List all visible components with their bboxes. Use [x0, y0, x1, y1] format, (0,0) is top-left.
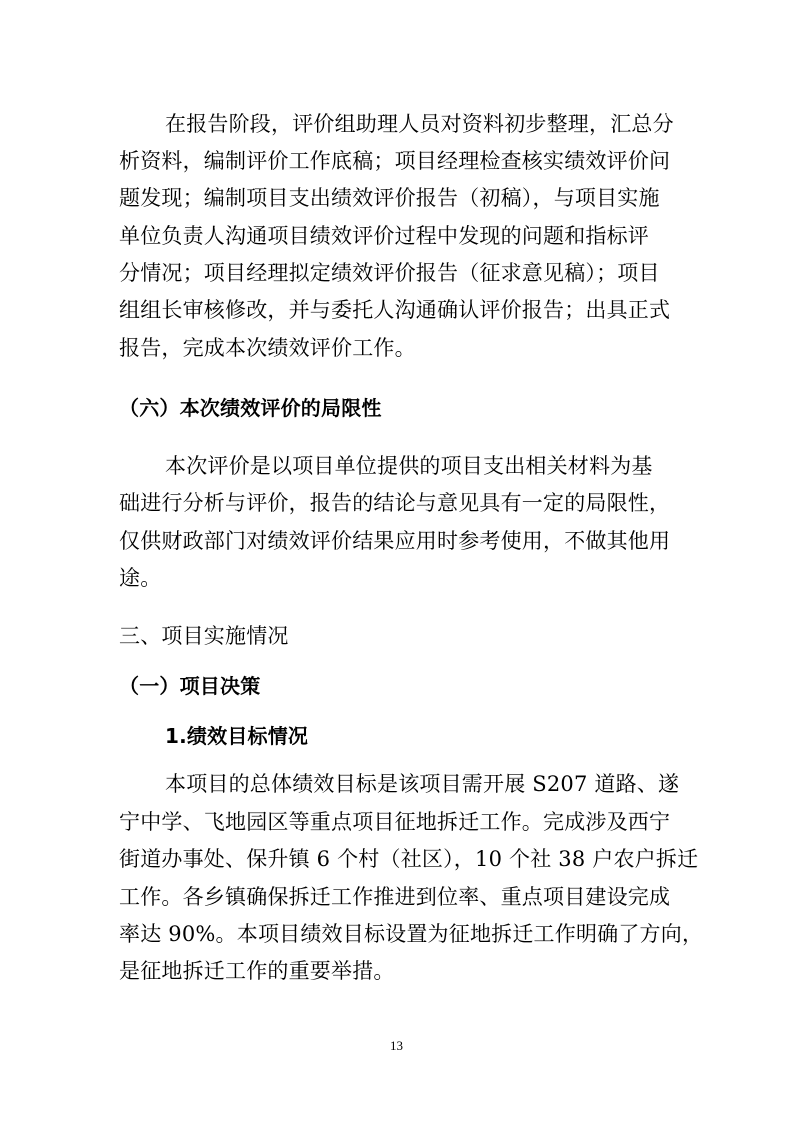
chapter-heading-implementation: 三、项目实施情况: [119, 624, 289, 648]
text-line: 题发现；编制项目支出绩效评价报告（初稿），与项目实施: [119, 186, 660, 210]
text-line: 仅供财政部门对绩效评价结果应用时参考使用，不做其他用: [119, 529, 671, 553]
text-line: 工作。各乡镇确保拆迁工作推进到位率、重点项目建设完成: [119, 885, 671, 909]
section-heading-limitations: （六）本次绩效评价的局限性: [119, 396, 382, 420]
text-line: 组组长审核修改，并与委托人沟通确认评价报告；出具正式: [119, 298, 671, 322]
text-line: 单位负责人沟通项目绩效评价过程中发现的问题和指标评: [119, 224, 649, 248]
text-line: 分情况；项目经理拟定绩效评价报告（征求意见稿）；项目: [119, 261, 660, 285]
text-line: 本项目的总体绩效目标是该项目需开展 S207 道路、遂: [165, 772, 680, 796]
text-line: 报告，完成本次绩效评价工作。: [119, 336, 416, 360]
text-line: 街道办事处、保升镇 6 个村（社区），10 个社 38 户农户拆迁: [119, 847, 699, 871]
text-line: 是征地拆迁工作的重要举措。: [119, 959, 395, 983]
text-line: 析资料，编制评价工作底稿；项目经理检查核实绩效评价问: [119, 149, 671, 173]
text-line: 本次评价是以项目单位提供的项目支出相关材料为基: [165, 454, 653, 478]
text-line: 础进行分析与评价，报告的结论与意见具有一定的局限性，: [119, 491, 671, 515]
page-number: 13: [390, 1038, 403, 1053]
text-line: 途。: [119, 566, 162, 590]
section-heading-decision: （一）项目决策: [119, 674, 261, 698]
text-line: 在报告阶段，评价组助理人员对资料初步整理，汇总分: [165, 112, 674, 136]
text-line: 率达 90%。本项目绩效目标设置为征地拆迁工作明确了方向，: [119, 922, 704, 946]
subsection-heading-goal: 1.绩效目标情况: [165, 724, 309, 748]
text-line: 宁中学、飞地园区等重点项目征地拆迁工作。完成涉及西宁: [119, 810, 671, 834]
